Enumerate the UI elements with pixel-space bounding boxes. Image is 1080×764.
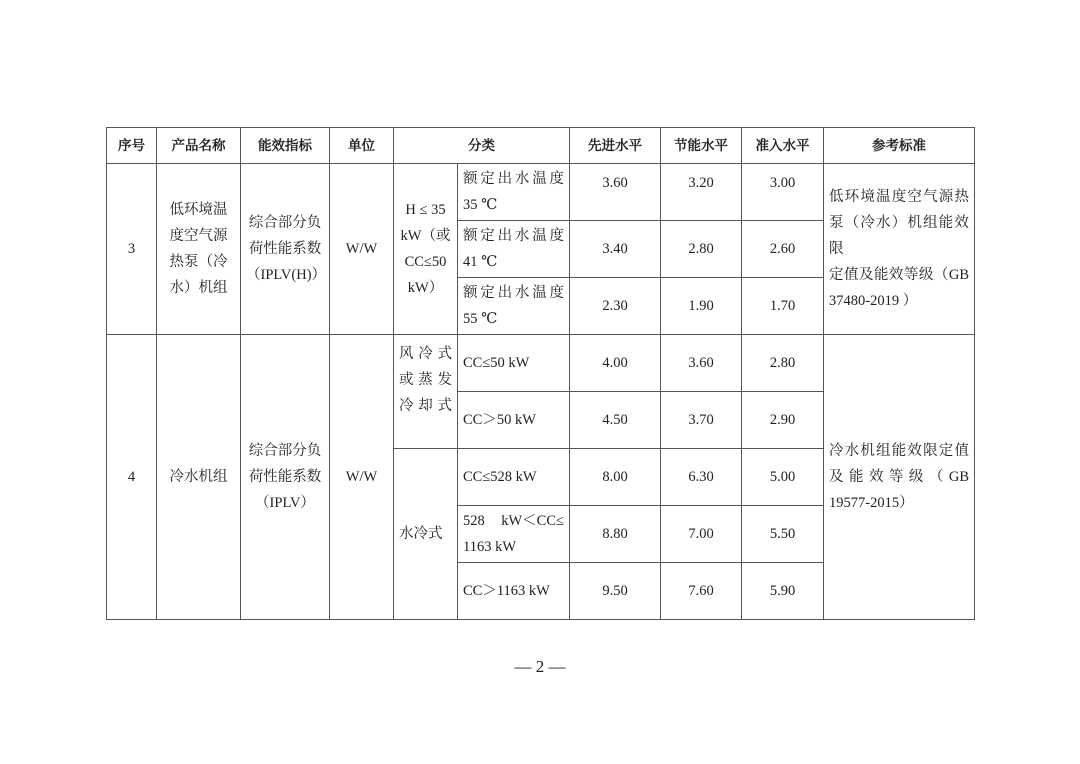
advanced-value: 8.00	[570, 449, 661, 506]
advanced-value: 4.50	[570, 392, 661, 449]
entry-value: 3.00	[742, 164, 824, 221]
subcategory: 额定出水温度 55 ℃	[458, 278, 570, 335]
subcategory: 额定出水温度 35 ℃	[458, 164, 570, 221]
saving-value: 3.20	[661, 164, 742, 221]
entry-value: 1.70	[742, 278, 824, 335]
advanced-value: 9.50	[570, 563, 661, 620]
entry-value: 5.50	[742, 506, 824, 563]
header-unit: 单位	[330, 128, 394, 164]
product-name: 低环境温 度空气源 热泵（冷 水）机组	[157, 164, 241, 335]
saving-value: 3.70	[661, 392, 742, 449]
header-energy-saving-level: 节能水平	[661, 128, 742, 164]
header-efficiency-metric: 能效指标	[241, 128, 330, 164]
category: 风冷式 或蒸发 冷却式	[394, 335, 458, 449]
header-index: 序号	[107, 128, 157, 164]
unit: W/W	[330, 335, 394, 620]
entry-value: 2.80	[742, 335, 824, 392]
subcategory: 额定出水温度 41 ℃	[458, 221, 570, 278]
entry-value: 5.90	[742, 563, 824, 620]
header-category: 分类	[394, 128, 570, 164]
subcategory: 528 kW＜CC≤ 1163 kW	[458, 506, 570, 563]
reference-standard: 低环境温度空气源热 泵（冷水）机组能效限 定值及能效等级（GB 37480-2019 ）	[824, 164, 975, 335]
saving-value: 1.90	[661, 278, 742, 335]
entry-value: 2.90	[742, 392, 824, 449]
saving-value: 7.00	[661, 506, 742, 563]
reference-standard: 冷水机组能效限定值 及能效等级（GB 19577-2015）	[824, 335, 975, 620]
subcategory: CC≤50 kW	[458, 335, 570, 392]
unit: W/W	[330, 164, 394, 335]
row-index: 4	[107, 335, 157, 620]
page-number: — 2 —	[514, 657, 566, 676]
category: 水冷式	[394, 449, 458, 620]
subcategory: CC＞1163 kW	[458, 563, 570, 620]
advanced-value: 4.00	[570, 335, 661, 392]
advanced-value: 2.30	[570, 278, 661, 335]
efficiency-metric: 综合部分负 荷性能系数 （IPLV）	[241, 335, 330, 620]
standards-table	[106, 127, 975, 620]
category: H ≤ 35 kW（或 CC≤50 kW）	[394, 164, 458, 335]
header-reference-standard: 参考标准	[824, 128, 975, 164]
saving-value: 2.80	[661, 221, 742, 278]
table-row	[107, 335, 975, 392]
table-header-row	[107, 128, 975, 164]
subcategory: CC≤528 kW	[458, 449, 570, 506]
table-row	[107, 164, 975, 221]
advanced-value: 3.40	[570, 221, 661, 278]
row-index: 3	[107, 164, 157, 335]
header-advanced-level: 先进水平	[570, 128, 661, 164]
entry-value: 5.00	[742, 449, 824, 506]
header-product-name: 产品名称	[157, 128, 241, 164]
advanced-value: 3.60	[570, 164, 661, 221]
saving-value: 3.60	[661, 335, 742, 392]
entry-value: 2.60	[742, 221, 824, 278]
efficiency-metric: 综合部分负 荷性能系数 （IPLV(H)）	[241, 164, 330, 335]
saving-value: 7.60	[661, 563, 742, 620]
product-name: 冷水机组	[157, 335, 241, 620]
header-entry-level: 准入水平	[742, 128, 824, 164]
advanced-value: 8.80	[570, 506, 661, 563]
subcategory: CC＞50 kW	[458, 392, 570, 449]
saving-value: 6.30	[661, 449, 742, 506]
